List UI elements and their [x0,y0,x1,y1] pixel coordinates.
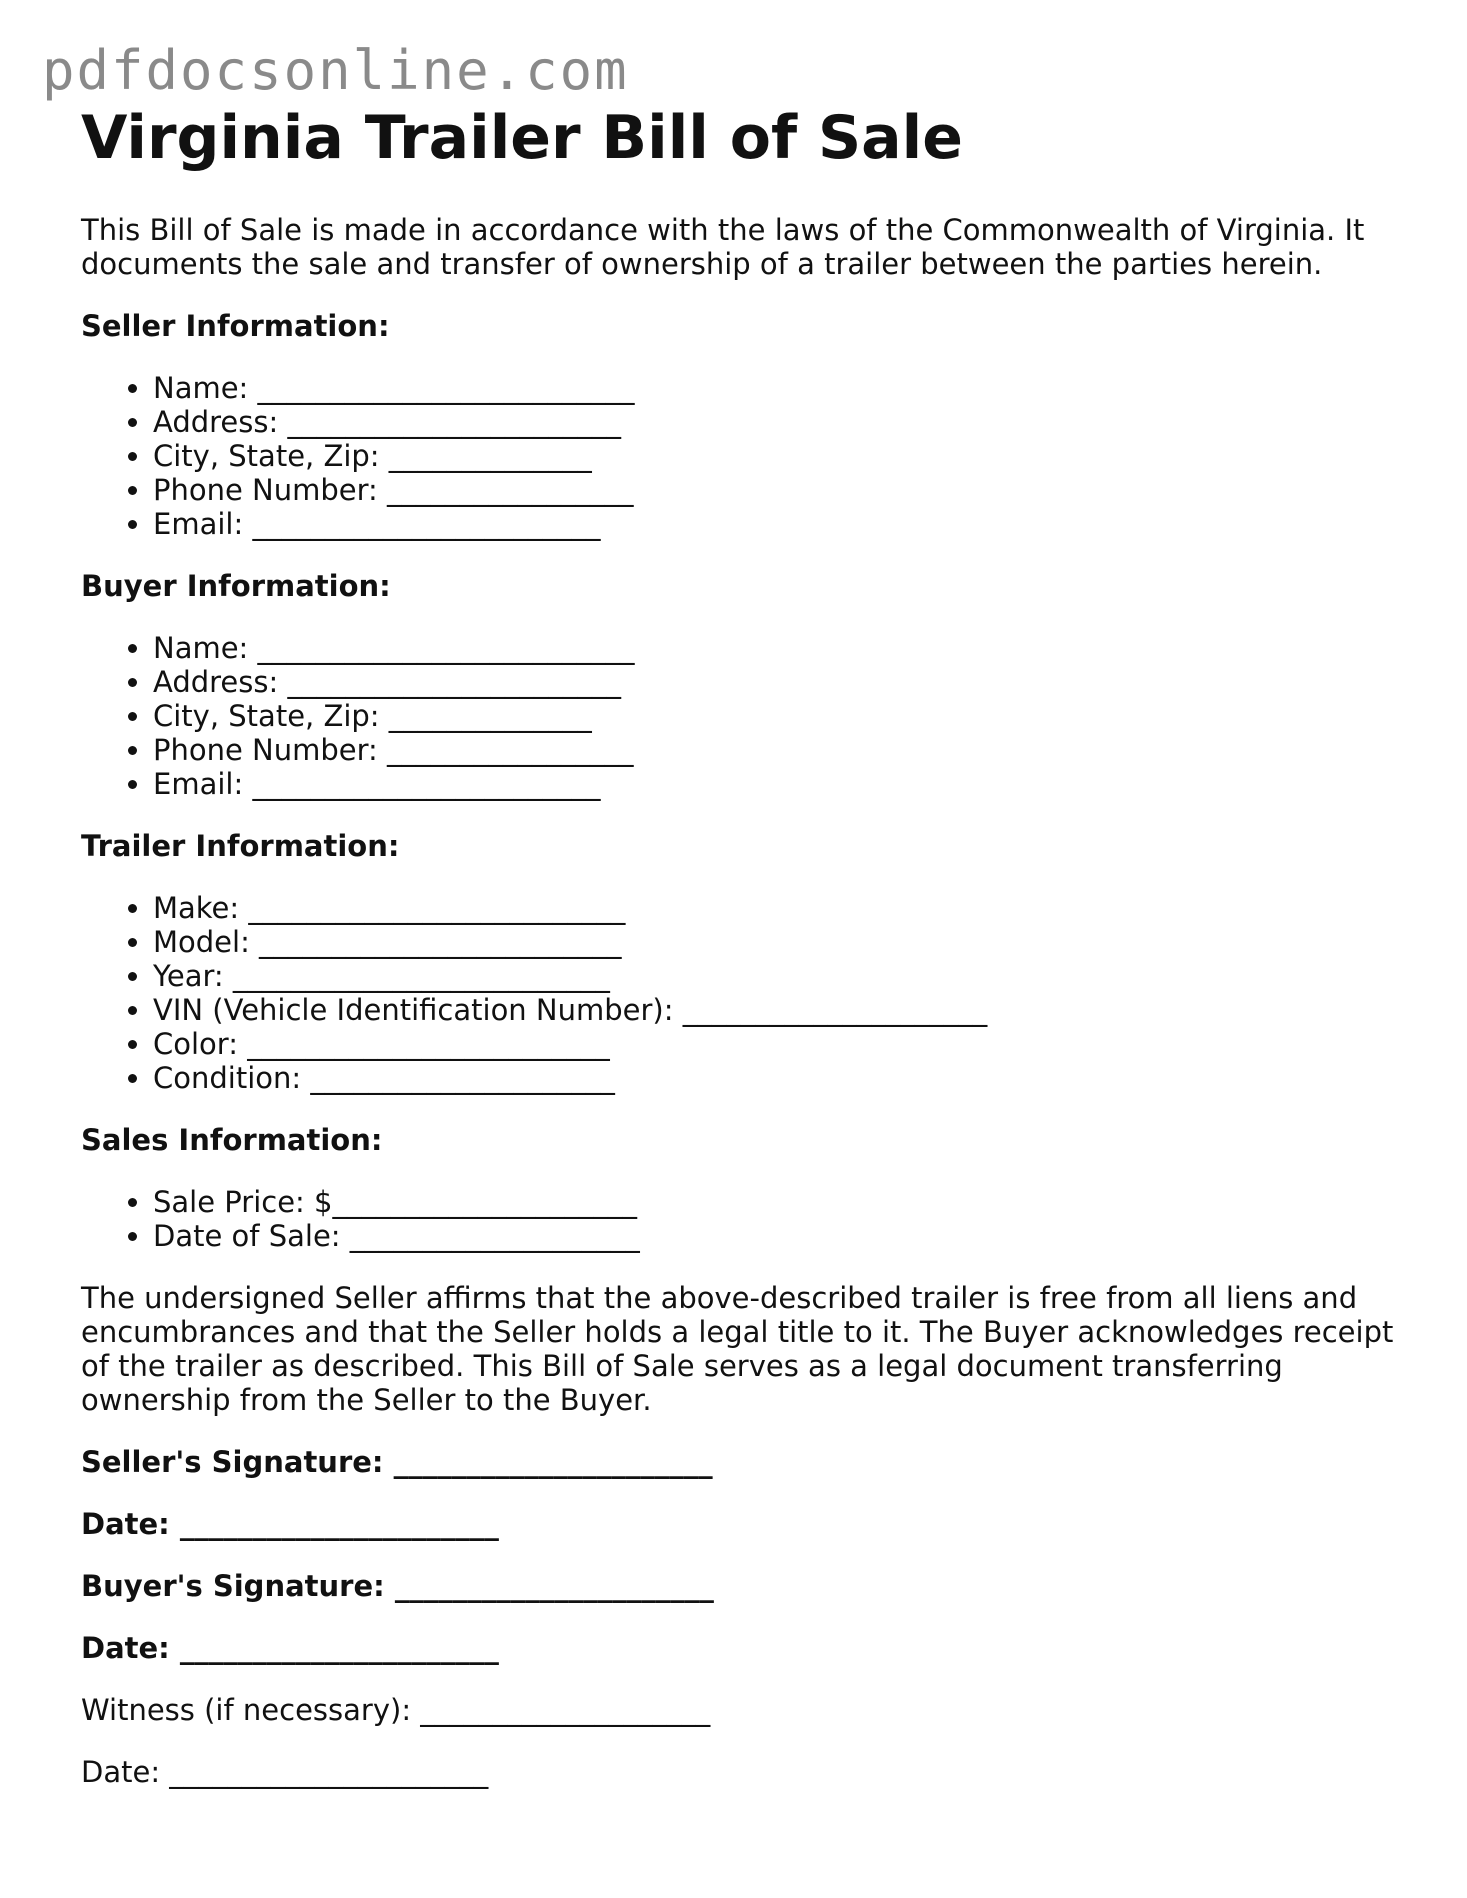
watermark-text: pdfdocsonline.com [42,39,629,102]
seller-date-line: Date: ______________________ [81,1507,499,1541]
sale-date-field: • Date of Sale: ____________________ [153,1219,1411,1253]
buyer-heading: Buyer Information: [81,569,391,603]
seller-address-field: • Address: _______________________ [153,405,1411,439]
buyer-city-field: • City, State, Zip: ______________ [153,699,1411,733]
trailer-color-field: • Color: _________________________ [153,1027,1411,1061]
seller-city-field: • City, State, Zip: ______________ [153,439,1411,473]
affirmation-paragraph: The undersigned Seller affirms that the above-described trailer is free from all liens and encumbrances and that the Seller holds a legal title to it. The Buyer acknowledges receipt of the trailer as described. This Bill of Sale serves as a legal document transferring ownership from the Seller to the Buyer. [81,1281,1394,1417]
trailer-heading: Trailer Information: [81,829,400,863]
seller-phone-field: • Phone Number: _________________ [153,473,1411,507]
seller-signature-line: Seller's Signature: ______________________ [81,1445,713,1479]
witness-date-line: Date: ______________________ [81,1755,489,1789]
seller-list [81,371,1411,541]
trailer-year-field: • Year: __________________________ [153,959,1411,993]
trailer-condition-field: • Condition: _____________________ [153,1061,1411,1095]
buyer-list [81,631,1411,801]
trailer-make-field: • Make: __________________________ [153,891,1411,925]
intro-paragraph: This Bill of Sale is made in accordance with the laws of the Commonwealth of Virginia. It documents the sale and transfer of ownership of a trailer between the parties herein. [81,213,1365,281]
trailer-model-field: • Model: _________________________ [153,925,1411,959]
seller-name-field: • Name: __________________________ [153,371,1411,405]
trailer-list [81,891,1411,1095]
document-page [81,104,1411,1789]
buyer-signature-line: Buyer's Signature: ______________________ [81,1569,714,1603]
sales-heading: Sales Information: [81,1123,383,1157]
trailer-vin-field: • VIN (Vehicle Identification Number): _____________________ [153,993,1411,1027]
sale-price-field: • Sale Price: $_____________________ [153,1185,1411,1219]
seller-heading: Seller Information: [81,309,390,343]
witness-signature-line: Witness (if necessary): ____________________ [81,1693,711,1727]
buyer-address-field: • Address: _______________________ [153,665,1411,699]
document-title: Virginia Trailer Bill of Sale [81,103,963,173]
buyer-name-field: • Name: __________________________ [153,631,1411,665]
sales-list [81,1185,1411,1253]
seller-email-field: • Email: ________________________ [153,507,1411,541]
buyer-phone-field: • Phone Number: _________________ [153,733,1411,767]
buyer-email-field: • Email: ________________________ [153,767,1411,801]
buyer-date-line: Date: ______________________ [81,1631,499,1665]
